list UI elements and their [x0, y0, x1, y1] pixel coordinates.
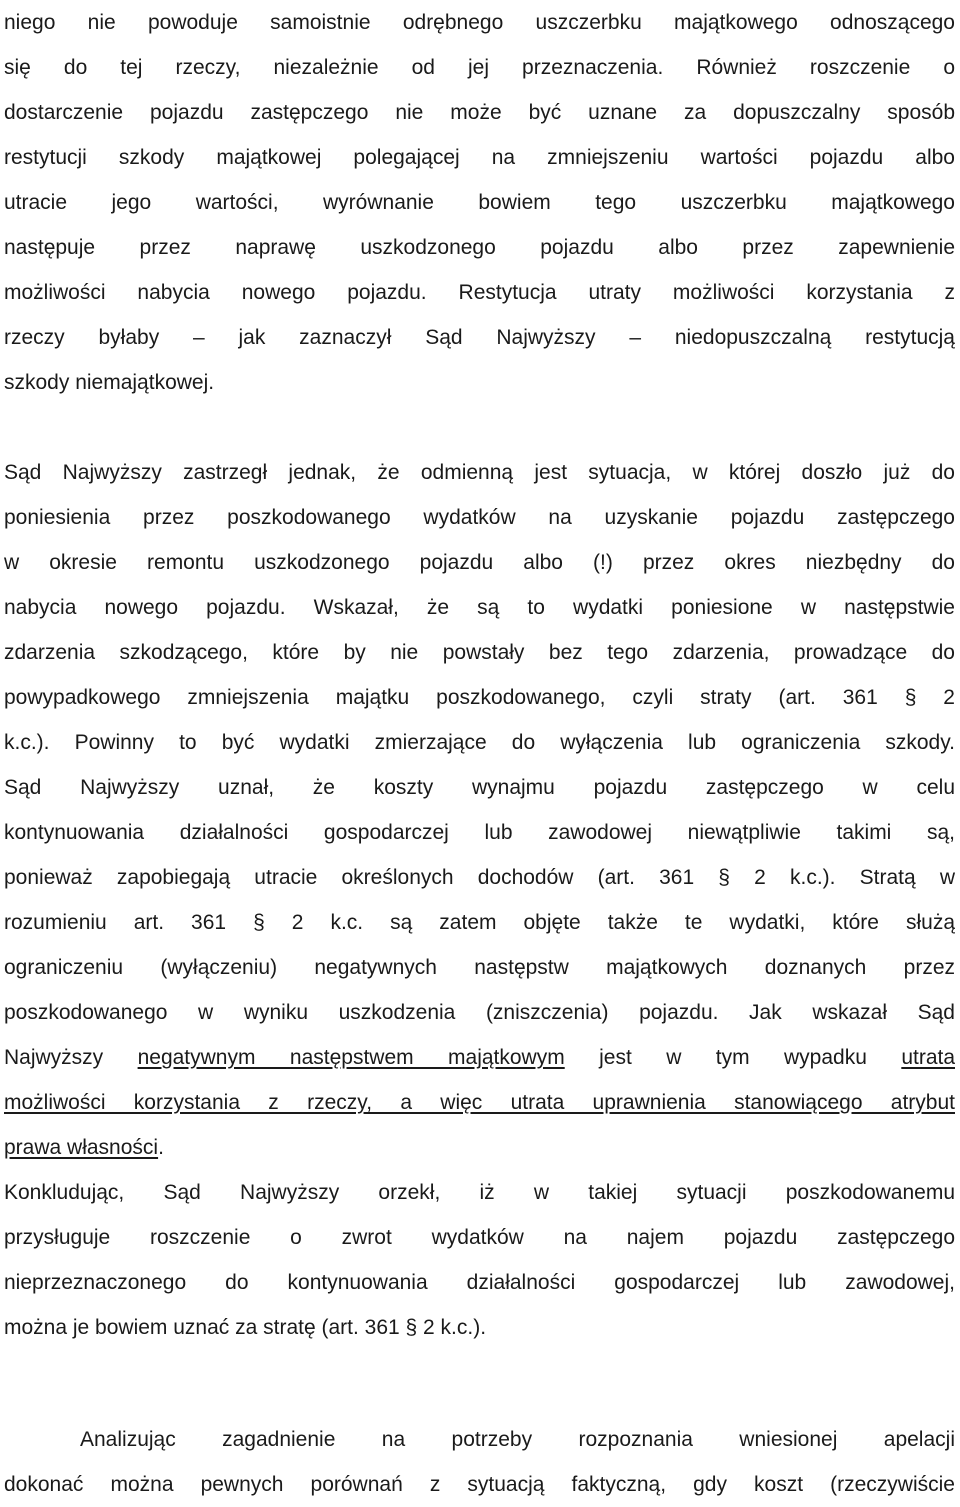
text-line: [4, 495, 955, 540]
text-line: [4, 225, 955, 270]
text-span: przysługuje roszczenie o zwrot wydatków na najem pojazdu zastępczego: [4, 1226, 955, 1249]
text-line: [4, 1035, 955, 1080]
text-span: utracie jego wartości, wyrównanie bowiem tego uszczerbku majątkowego: [4, 191, 955, 214]
paragraph-4: [4, 1417, 955, 1507]
paragraph-3: [4, 1170, 955, 1350]
text-span: dokonać można pewnych porównań z sytuacją faktyczną, gdy koszt (rzeczywiście: [4, 1473, 955, 1496]
text-span: Sąd Najwyższy uznał, że koszty wynajmu pojazdu zastępczego w celu: [4, 776, 955, 799]
paragraph-gap: [4, 405, 955, 450]
text-span: nieprzeznaczonego do kontynuowania działalności gospodarczej lub zawodowej,: [4, 1271, 955, 1294]
underlined-text: utrata: [901, 1046, 955, 1069]
paragraph-1: [4, 0, 955, 405]
text-span: restytucji szkody majątkowej polegającej na zmniejszeniu wartości pojazdu albo: [4, 146, 955, 169]
text-line: [4, 135, 955, 180]
text-line: [4, 1462, 955, 1507]
text-span: możliwości nabycia nowego pojazdu. Restytucja utraty możliwości korzystania z: [4, 281, 955, 304]
text-line: [4, 45, 955, 90]
text-span: k.c.). Powinny to być wydatki zmierzające do wyłączenia lub ograniczenia szkody.: [4, 731, 955, 754]
text-line: [4, 990, 955, 1035]
text-span: dostarczenie pojazdu zastępczego nie może być uznane za dopuszczalny sposób: [4, 101, 955, 124]
text-line: [4, 360, 955, 405]
text-line: [4, 810, 955, 855]
text-span: powypadkowego zmniejszenia majątku poszkodowanego, czyli straty (art. 361 § 2: [4, 686, 955, 709]
text-line: [4, 1080, 955, 1125]
text-span: ponieważ zapobiegają utracie określonych dochodów (art. 361 § 2 k.c.). Stratą w: [4, 866, 955, 889]
text-line: [4, 1170, 955, 1215]
text-span: Konkludując, Sąd Najwyższy orzekł, iż w takiej sytuacji poszkodowanemu: [4, 1181, 955, 1204]
text-span: ograniczeniu (wyłączeniu) negatywnych następstw majątkowych doznanych przez: [4, 956, 955, 979]
text-line: [4, 1260, 955, 1305]
text-span: Sąd Najwyższy zastrzegł jednak, że odmienną jest sytuacja, w której doszło już do: [4, 461, 955, 484]
paragraph-2: [4, 450, 955, 1170]
text-line: [4, 855, 955, 900]
text-span: rozumieniu art. 361 § 2 k.c. są zatem objęte także te wydatki, które służą: [4, 911, 955, 934]
text-line: [4, 90, 955, 135]
underlined-text: możliwości korzystania z rzeczy, a więc utrata uprawnienia stanowiącego atrybut: [4, 1091, 955, 1114]
text-span: jest w tym wypadku: [564, 1046, 902, 1069]
text-span: w okresie remontu uszkodzonego pojazdu albo (!) przez okres niezbędny do: [4, 551, 955, 574]
text-span: poniesienia przez poszkodowanego wydatków na uzyskanie pojazdu zastępczego: [4, 506, 955, 529]
underlined-text: prawa własności: [4, 1136, 159, 1159]
text-span: rzeczy byłaby – jak zaznaczył Sąd Najwyższy – niedopuszczalną restytucją: [4, 326, 955, 349]
text-span: Najwyższy: [4, 1046, 138, 1069]
text-line: [4, 900, 955, 945]
text-span: .: [158, 1136, 164, 1159]
text-line: [4, 1125, 955, 1170]
text-line: [4, 945, 955, 990]
paragraph-gap: [4, 1350, 955, 1417]
text-span: zdarzenia szkodzącego, które by nie powstały bez tego zdarzenia, prowadzące do: [4, 641, 955, 664]
text-line: [4, 585, 955, 630]
text-span: Analizując zagadnienie na potrzeby rozpoznania wniesionej apelacji: [80, 1428, 955, 1451]
text-line: [4, 720, 955, 765]
text-span: szkody niemajątkowej.: [4, 371, 215, 394]
text-span: można je bowiem uznać za stratę (art. 361 § 2 k.c.).: [4, 1316, 487, 1339]
text-line: [4, 180, 955, 225]
text-line: [4, 765, 955, 810]
text-span: następuje przez naprawę uszkodzonego pojazdu albo przez zapewnienie: [4, 236, 955, 259]
text-span: się do tej rzeczy, niezależnie od jej przeznaczenia. Również roszczenie o: [4, 56, 955, 79]
text-span: poszkodowanego w wyniku uszkodzenia (zniszczenia) pojazdu. Jak wskazał Sąd: [4, 1001, 955, 1024]
text-line: [4, 540, 955, 585]
text-line: [4, 1417, 955, 1462]
text-line: [4, 1305, 955, 1350]
text-line: [4, 270, 955, 315]
text-line: [4, 450, 955, 495]
text-line: [4, 675, 955, 720]
document-page: [4, 0, 955, 1507]
text-line: [4, 630, 955, 675]
text-span: kontynuowania działalności gospodarczej lub zawodowej niewątpliwie takimi są,: [4, 821, 955, 844]
text-span: nabycia nowego pojazdu. Wskazał, że są to wydatki poniesione w następstwie: [4, 596, 955, 619]
underlined-text: negatywnym następstwem majątkowym: [137, 1046, 565, 1069]
text-line: [4, 0, 955, 45]
text-line: [4, 315, 955, 360]
text-line: [4, 1215, 955, 1260]
text-span: niego nie powoduje samoistnie odrębnego uszczerbku majątkowego odnoszącego: [4, 11, 955, 34]
